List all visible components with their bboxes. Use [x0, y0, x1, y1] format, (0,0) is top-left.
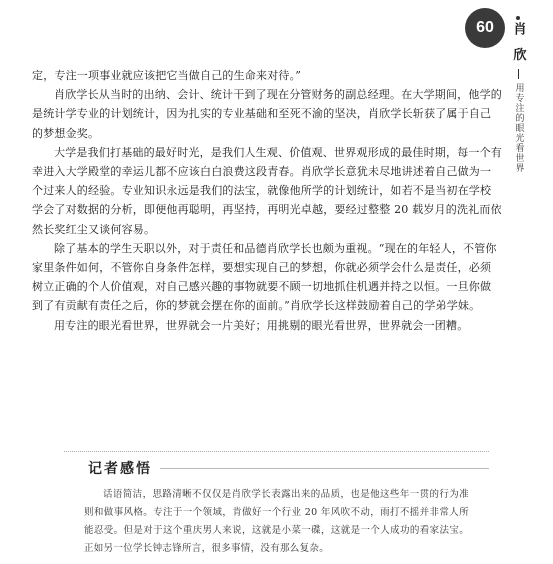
side-motto: 用专注的眼光看世界: [513, 82, 524, 173]
reporter-feeling-box: [64, 451, 489, 556]
paragraph-4: 除了基本的学生天职以外，对于责任和品德肖欣学长也颇为重视。“现在的年轻人，不管你家里条件如何，不管你自身条件怎样，要想实现自己的梦想，你就必须学会什么是责任，必须树立正确的个人价值观，对自己感兴趣的事物就要不顾一切地抓住机遇并持之以恒。一旦你做到了有贡献有责任之后，你的梦就会摆在你的面前。”肖欣学长这样鼓励着自己的学弟学妹。: [32, 241, 497, 313]
feeling-text: 话语简洁，思路清晰不仅仅是肖欣学长表露出来的品质，也是他这些年一贯的行为准则和做事风格。专注于一个领域，肯做好一个行业 20 年风吹不动，雨打不摇并非常人所能忍受。但是对于这个重庆男人来说，这就是小菜一碟，这就是一个人成功的看家法宝。正如另一位学长钟志锋所言，很多事情，没有那么复杂。: [84, 489, 469, 554]
paragraph-1: 定，专注一项事业就应该把它当做自己的生命来对待。”: [32, 69, 302, 82]
paragraph-2: 肖欣学长从当时的出纳、会计、统计干到了现在分管财务的副总经理。在大学期间，他学的是统计学专业的计划统计，因为扎实的专业基础和至死不渝的坚决，肖欣学长斩获了属于自己的梦想金奖。: [32, 88, 502, 140]
paragraph-3: 大学是我们打基础的最好时光，是我们人生观、价值观、世界观形成的最佳时期，每一个有幸进入大学殿堂的幸运儿都不应该白白浪费这段青春。肖欣学长意犹未尽地讲述着自己做为一个过来人的经验。专业知识永远是我们的法宝，就像他所学的计划统计，如若不是当初在学校学会了对数据的分析，即便他再聪明，再坚持，再明光卓越，要经过整整 20 载岁月的洗礼而依然长奖红尘又谈何容易。: [32, 145, 502, 236]
bullet-dot: [516, 16, 520, 20]
feeling-title-row: [88, 458, 489, 478]
side-name: 肖 欣: [510, 22, 526, 65]
paragraph-5: 用专注的眼光看世界，世界就会一片美好；用挑剔的眼光看世界，世界就会一团糟。: [54, 318, 469, 332]
article-body: [32, 66, 502, 335]
feeling-title: 记者感悟: [88, 461, 152, 477]
logo-text: 60: [476, 19, 494, 36]
side-divider: [518, 69, 519, 79]
side-header: [510, 16, 526, 173]
anniversary-logo: [465, 8, 505, 48]
title-rule: [160, 468, 489, 469]
